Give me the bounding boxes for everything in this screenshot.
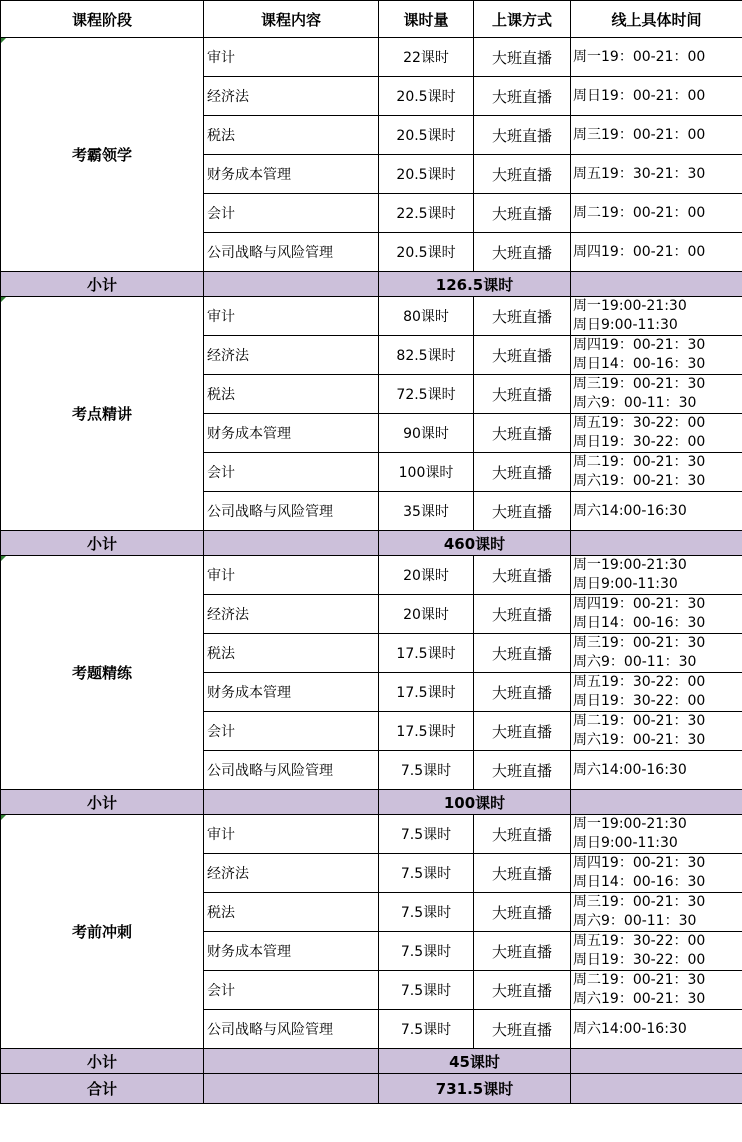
total-empty-cell (204, 1074, 379, 1104)
subtotal-empty-cell (571, 1049, 742, 1074)
course-cell: 公司战略与风险管理 (204, 1010, 379, 1049)
time-cell (571, 595, 742, 634)
time-cell (571, 453, 742, 492)
time-line: 周一19:00-21:30 (573, 298, 687, 314)
course-cell: 经济法 (204, 595, 379, 634)
table-body (1, 38, 742, 1104)
time-line: 周二19：00-21：00 (573, 204, 706, 221)
subtotal-empty-cell (571, 790, 742, 815)
hours-cell: 17.5课时 (379, 634, 474, 673)
time-line: 周二19：00-21：30 (573, 454, 706, 470)
time-cell (571, 556, 742, 595)
mode-cell: 大班直播 (474, 932, 571, 971)
mode-cell: 大班直播 (474, 336, 571, 375)
hours-cell: 80课时 (379, 297, 474, 336)
mode-cell: 大班直播 (474, 414, 571, 453)
hours-cell: 7.5课时 (379, 1010, 474, 1049)
time-cell (571, 492, 742, 531)
total-value: 731.5课时 (379, 1074, 571, 1104)
course-cell: 经济法 (204, 336, 379, 375)
time-line: 周五19：30-22：00 (573, 674, 706, 690)
time-line: 周日14：00-16：30 (573, 356, 706, 372)
time-line: 周日19：30-22：00 (573, 434, 706, 450)
header-time: 线上具体时间 (571, 1, 742, 38)
mode-cell: 大班直播 (474, 77, 571, 116)
stage-label: 考点精讲 (71, 405, 132, 423)
stage-label: 考前冲刺 (71, 923, 132, 941)
time-line: 周六19：00-21：30 (573, 732, 706, 748)
subtotal-value: 460课时 (379, 531, 571, 556)
time-line: 周三19：00-21：30 (573, 376, 706, 392)
mode-cell: 大班直播 (474, 297, 571, 336)
time-cell (571, 673, 742, 712)
time-cell (571, 971, 742, 1010)
hours-cell: 7.5课时 (379, 932, 474, 971)
course-cell: 审计 (204, 297, 379, 336)
mode-cell: 大班直播 (474, 453, 571, 492)
time-line: 周日9:00-11:30 (573, 576, 678, 592)
header-course: 课程内容 (204, 1, 379, 38)
course-cell: 审计 (204, 38, 379, 77)
subtotal-label: 小计 (1, 1049, 204, 1074)
time-line: 周一19：00-21：00 (573, 48, 706, 65)
time-line: 周日19：30-22：00 (573, 693, 706, 709)
mode-cell: 大班直播 (474, 194, 571, 233)
time-line: 周日9:00-11:30 (573, 317, 678, 333)
course-cell: 税法 (204, 634, 379, 673)
course-cell: 税法 (204, 116, 379, 155)
time-cell (571, 854, 742, 893)
hours-cell: 90课时 (379, 414, 474, 453)
mode-cell: 大班直播 (474, 815, 571, 854)
header-hours: 课时量 (379, 1, 474, 38)
total-empty-cell (571, 1074, 742, 1104)
time-line: 周三19：00-21：00 (573, 126, 706, 143)
mode-cell: 大班直播 (474, 595, 571, 634)
course-cell: 财务成本管理 (204, 673, 379, 712)
time-cell (571, 194, 742, 233)
mode-cell: 大班直播 (474, 492, 571, 531)
mode-cell: 大班直播 (474, 673, 571, 712)
time-cell (571, 893, 742, 932)
hours-cell: 7.5课时 (379, 893, 474, 932)
subtotal-empty-cell (571, 531, 742, 556)
time-cell (571, 116, 742, 155)
header-stage: 课程阶段 (1, 1, 204, 38)
mode-cell: 大班直播 (474, 233, 571, 272)
hours-cell: 20.5课时 (379, 116, 474, 155)
course-cell: 公司战略与风险管理 (204, 492, 379, 531)
hours-cell: 17.5课时 (379, 712, 474, 751)
course-cell: 经济法 (204, 854, 379, 893)
course-cell: 财务成本管理 (204, 414, 379, 453)
time-cell (571, 375, 742, 414)
time-cell (571, 932, 742, 971)
table-row (1, 38, 742, 77)
mode-cell: 大班直播 (474, 375, 571, 414)
course-cell: 公司战略与风险管理 (204, 751, 379, 790)
time-line: 周日14：00-16：30 (573, 615, 706, 631)
mode-cell: 大班直播 (474, 854, 571, 893)
course-cell: 税法 (204, 375, 379, 414)
cell-corner-mark (1, 815, 6, 820)
table-row (1, 815, 742, 854)
time-line: 周六9：00-11：30 (573, 654, 697, 670)
time-cell (571, 155, 742, 194)
time-line: 周六14:00-16:30 (573, 502, 687, 519)
hours-cell: 20课时 (379, 556, 474, 595)
mode-cell: 大班直播 (474, 893, 571, 932)
time-cell (571, 77, 742, 116)
course-cell: 审计 (204, 556, 379, 595)
time-line: 周六19：00-21：30 (573, 473, 706, 489)
subtotal-empty-cell (204, 790, 379, 815)
subtotal-row (1, 272, 742, 297)
course-cell: 会计 (204, 971, 379, 1010)
subtotal-value: 100课时 (379, 790, 571, 815)
hours-cell: 20.5课时 (379, 233, 474, 272)
mode-cell: 大班直播 (474, 116, 571, 155)
stage-name (1, 815, 204, 1049)
subtotal-label: 小计 (1, 272, 204, 297)
time-line: 周六14:00-16:30 (573, 761, 687, 778)
time-line: 周日19：30-22：00 (573, 952, 706, 968)
table-row (1, 297, 742, 336)
mode-cell: 大班直播 (474, 155, 571, 194)
subtotal-label: 小计 (1, 790, 204, 815)
stage-name (1, 38, 204, 272)
stage-name (1, 556, 204, 790)
mode-cell: 大班直播 (474, 751, 571, 790)
subtotal-empty-cell (204, 531, 379, 556)
time-cell (571, 297, 742, 336)
hours-cell: 22课时 (379, 38, 474, 77)
header-mode: 上课方式 (474, 1, 571, 38)
cell-corner-mark (1, 556, 6, 561)
time-cell (571, 815, 742, 854)
hours-cell: 7.5课时 (379, 854, 474, 893)
subtotal-row (1, 790, 742, 815)
hours-cell: 100课时 (379, 453, 474, 492)
hours-cell: 20.5课时 (379, 155, 474, 194)
stage-label: 考题精练 (71, 664, 132, 682)
mode-cell: 大班直播 (474, 634, 571, 673)
stage-label: 考霸领学 (71, 146, 132, 164)
subtotal-empty-cell (204, 1049, 379, 1074)
hours-cell: 20.5课时 (379, 77, 474, 116)
time-line: 周六9：00-11：30 (573, 913, 697, 929)
hours-cell: 7.5课时 (379, 971, 474, 1010)
time-line: 周五19：30-21：30 (573, 165, 706, 182)
course-cell: 财务成本管理 (204, 155, 379, 194)
hours-cell: 7.5课时 (379, 815, 474, 854)
hours-cell: 7.5课时 (379, 751, 474, 790)
time-line: 周日19：00-21：00 (573, 87, 706, 104)
header-row (1, 1, 742, 38)
mode-cell: 大班直播 (474, 971, 571, 1010)
table-row (1, 556, 742, 595)
time-line: 周日9:00-11:30 (573, 835, 678, 851)
course-cell: 会计 (204, 453, 379, 492)
time-cell (571, 751, 742, 790)
time-line: 周二19：00-21：30 (573, 972, 706, 988)
course-cell: 公司战略与风险管理 (204, 233, 379, 272)
time-line: 周六9：00-11：30 (573, 395, 697, 411)
total-row (1, 1074, 742, 1104)
time-line: 周四19：00-21：00 (573, 243, 706, 260)
time-cell (571, 414, 742, 453)
time-line: 周五19：30-22：00 (573, 415, 706, 431)
time-line: 周四19：00-21：30 (573, 337, 706, 353)
course-cell: 会计 (204, 194, 379, 233)
hours-cell: 22.5课时 (379, 194, 474, 233)
time-line: 周日14：00-16：30 (573, 874, 706, 890)
time-cell (571, 634, 742, 673)
subtotal-value: 45课时 (379, 1049, 571, 1074)
hours-cell: 72.5课时 (379, 375, 474, 414)
time-cell (571, 38, 742, 77)
time-cell (571, 1010, 742, 1049)
time-line: 周一19:00-21:30 (573, 557, 687, 573)
subtotal-empty-cell (204, 272, 379, 297)
subtotal-label: 小计 (1, 531, 204, 556)
course-cell: 会计 (204, 712, 379, 751)
mode-cell: 大班直播 (474, 1010, 571, 1049)
total-label: 合计 (1, 1074, 204, 1104)
subtotal-row (1, 1049, 742, 1074)
cell-corner-mark (1, 38, 6, 43)
time-line: 周三19：00-21：30 (573, 894, 706, 910)
subtotal-empty-cell (571, 272, 742, 297)
time-line: 周五19：30-22：00 (573, 933, 706, 949)
cell-corner-mark (1, 297, 6, 302)
time-line: 周六14:00-16:30 (573, 1020, 687, 1037)
time-line: 周三19：00-21：30 (573, 635, 706, 651)
mode-cell: 大班直播 (474, 712, 571, 751)
course-cell: 经济法 (204, 77, 379, 116)
course-cell: 税法 (204, 893, 379, 932)
time-line: 周一19:00-21:30 (573, 816, 687, 832)
subtotal-value: 126.5课时 (379, 272, 571, 297)
hours-cell: 17.5课时 (379, 673, 474, 712)
course-cell: 财务成本管理 (204, 932, 379, 971)
subtotal-row (1, 531, 742, 556)
time-cell (571, 712, 742, 751)
hours-cell: 82.5课时 (379, 336, 474, 375)
time-cell (571, 233, 742, 272)
time-line: 周二19：00-21：30 (573, 713, 706, 729)
time-cell (571, 336, 742, 375)
time-line: 周四19：00-21：30 (573, 855, 706, 871)
time-line: 周四19：00-21：30 (573, 596, 706, 612)
stage-name (1, 297, 204, 531)
time-line: 周六19：00-21：30 (573, 991, 706, 1007)
hours-cell: 35课时 (379, 492, 474, 531)
mode-cell: 大班直播 (474, 38, 571, 77)
course-cell: 审计 (204, 815, 379, 854)
hours-cell: 20课时 (379, 595, 474, 634)
mode-cell: 大班直播 (474, 556, 571, 595)
